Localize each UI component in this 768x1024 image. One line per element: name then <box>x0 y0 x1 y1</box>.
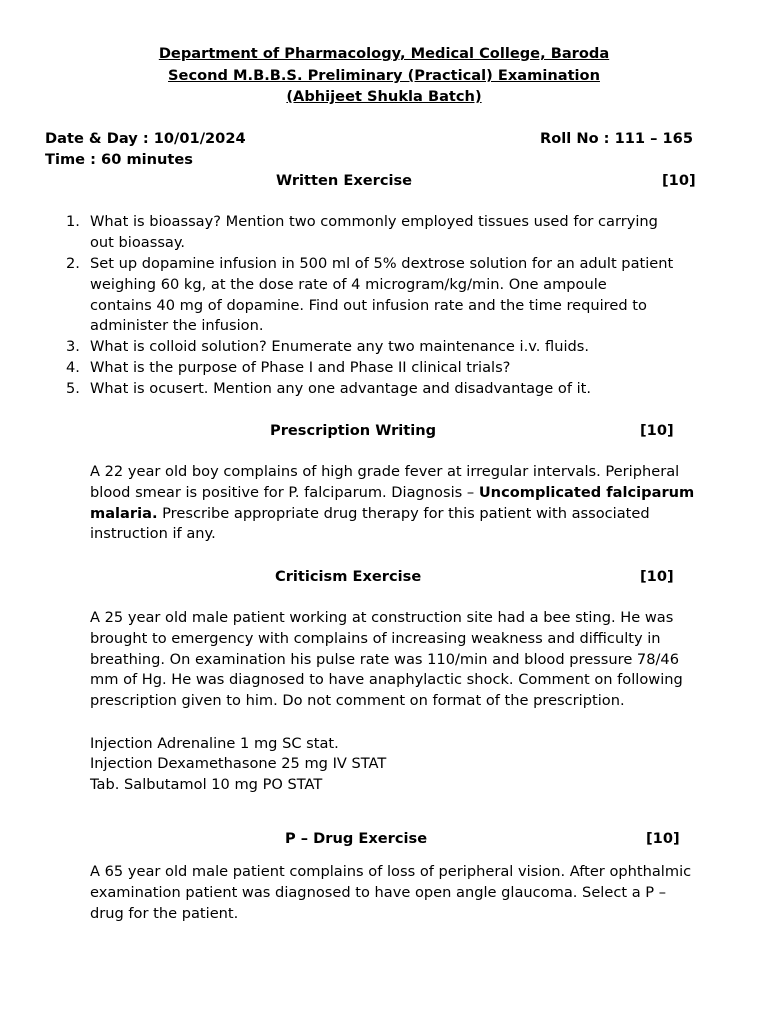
time: Time : 60 minutes <box>45 151 193 168</box>
criticism-case-text: A 25 year old male patient working at construction site had a bee sting. He was brought to emergency with complains of increasing weakness and difficulty in breathing. On examination his pulse rate was 110/min and blood pressure 78/46 mm of Hg. He was diagnosed to have anaphylactic shock. Comment on following prescription given to him. Do not comment on format of the prescription. <box>90 609 683 710</box>
question-number: 3. <box>66 338 80 355</box>
prescription-line: Tab. Salbutamol 10 mg PO STAT <box>90 776 323 793</box>
p-drug-exercise-marks: [10] <box>646 830 680 847</box>
exam-title: Second M.B.B.S. Preliminary (Practical) Examination <box>168 67 600 84</box>
prescription-diagnosis: Uncomplicated falciparum malaria. <box>90 483 695 522</box>
prescription-line: Injection Dexamethasone 25 mg IV STAT <box>90 755 387 772</box>
p-drug-case-text: A 65 year old male patient complains of loss of peripheral vision. After ophthalmic examination patient was diagnosed to have open angle glaucoma. Select a P – drug for the patient. <box>90 863 692 922</box>
criticism-exercise-heading: Criticism Exercise <box>275 568 422 585</box>
criticism-exercise-marks: [10] <box>640 568 674 585</box>
question-text: What is bioassay? Mention two commonly employed tissues used for carrying out bioassay. <box>90 213 658 251</box>
prescription-writing-marks: [10] <box>640 422 674 439</box>
roll-no: Roll No : 111 – 165 <box>540 130 693 147</box>
question-number: 5. <box>66 380 80 397</box>
prescription-case-paragraph <box>90 462 730 545</box>
question-number: 1. <box>66 213 80 230</box>
batch-title: (Abhijeet Shukla Batch) <box>286 88 482 105</box>
date-day: Date & Day : 10/01/2024 <box>45 130 246 147</box>
department-title: Department of Pharmacology, Medical College, Baroda <box>158 45 610 62</box>
written-exercise-heading: Written Exercise <box>276 172 413 189</box>
question-number: 2. <box>66 255 80 272</box>
prescription-case-text-2: Prescribe appropriate drug therapy for this patient with associated instruction if any. <box>90 504 650 543</box>
question-number: 4. <box>66 359 80 376</box>
question-text: What is ocusert. Mention any one advantage and disadvantage of it. <box>90 380 592 397</box>
prescription-line: Injection Adrenaline 1 mg SC stat. <box>90 735 339 752</box>
question-text: What is colloid solution? Enumerate any two maintenance i.v. fluids. <box>90 338 590 355</box>
prescription-case-text-1: A 22 year old boy complains of high grade fever at irregular intervals. Peripheral blood smear is positive for P. falciparum. Diagnosis – <box>90 463 680 501</box>
question-text: Set up dopamine infusion in 500 ml of 5% dextrose solution for an adult patient weighing 60 kg, at the dose rate of 4 microgram/kg/min. One ampoule contains 40 mg of dopamine. Find out infusion rate and the time required to administer the infusion. <box>90 255 674 335</box>
p-drug-exercise-heading: P – Drug Exercise <box>285 830 428 847</box>
question-text: What is the purpose of Phase I and Phase II clinical trials? <box>90 359 511 376</box>
written-exercise-marks: [10] <box>662 172 696 189</box>
prescription-writing-heading: Prescription Writing <box>270 422 437 439</box>
